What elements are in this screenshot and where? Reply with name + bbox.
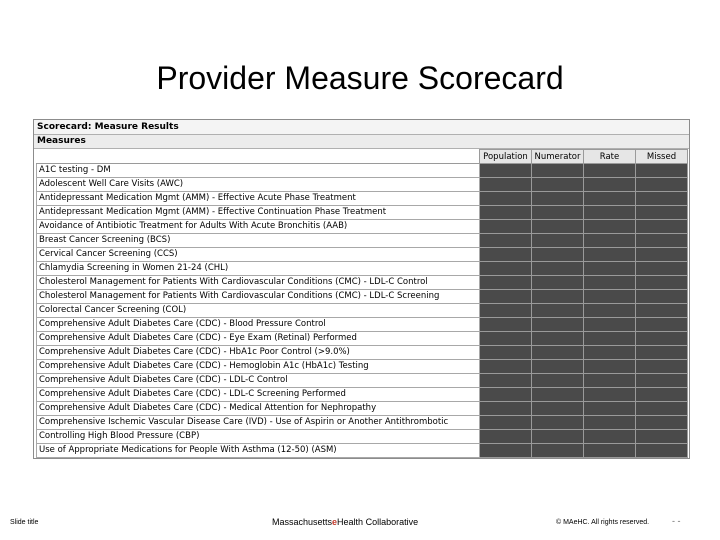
table-row[interactable] — [37, 290, 688, 304]
population-cell-redacted — [480, 164, 532, 178]
numerator-cell-redacted — [532, 416, 584, 430]
measure-name: Comprehensive Adult Diabetes Care (CDC) - Eye Exam (Retinal) Performed — [37, 332, 480, 346]
measures-subheader: Measures — [34, 135, 689, 149]
measure-name: A1C testing - DM — [37, 164, 480, 178]
numerator-cell-redacted — [532, 276, 584, 290]
measure-name: Comprehensive Adult Diabetes Care (CDC) - LDL-C Screening Performed — [37, 388, 480, 402]
footer-org-e-logo: e — [332, 517, 338, 527]
rate-cell-redacted — [584, 430, 636, 444]
column-header-missed[interactable]: Missed — [636, 150, 688, 164]
missed-cell-redacted — [636, 346, 688, 360]
population-cell-redacted — [480, 444, 532, 458]
table-row[interactable] — [37, 430, 688, 444]
measure-name: Cholesterol Management for Patients With Cardiovascular Conditions (CMC) - LDL-C Screening — [37, 290, 480, 304]
numerator-cell-redacted — [532, 248, 584, 262]
table-row[interactable] — [37, 164, 688, 178]
measure-name: Controlling High Blood Pressure (CBP) — [37, 430, 480, 444]
missed-cell-redacted — [636, 416, 688, 430]
scorecard-panel — [33, 119, 690, 459]
table-row[interactable] — [37, 192, 688, 206]
numerator-cell-redacted — [532, 262, 584, 276]
population-cell-redacted — [480, 374, 532, 388]
measures-table-body — [37, 164, 688, 458]
rate-cell-redacted — [584, 304, 636, 318]
population-cell-redacted — [480, 192, 532, 206]
population-cell-redacted — [480, 248, 532, 262]
population-cell-redacted — [480, 360, 532, 374]
population-cell-redacted — [480, 318, 532, 332]
table-row[interactable] — [37, 304, 688, 318]
measure-name: Breast Cancer Screening (BCS) — [37, 234, 480, 248]
rate-cell-redacted — [584, 332, 636, 346]
population-cell-redacted — [480, 178, 532, 192]
population-cell-redacted — [480, 332, 532, 346]
table-row[interactable] — [37, 402, 688, 416]
missed-cell-redacted — [636, 304, 688, 318]
measures-table — [36, 149, 688, 458]
table-row[interactable] — [37, 262, 688, 276]
missed-cell-redacted — [636, 206, 688, 220]
slide-title: Provider Measure Scorecard — [156, 60, 564, 96]
measure-name: Antidepressant Medication Mgmt (AMM) - Effective Continuation Phase Treatment — [37, 206, 480, 220]
table-row[interactable] — [37, 346, 688, 360]
table-row[interactable] — [37, 276, 688, 290]
rate-cell-redacted — [584, 262, 636, 276]
measure-name: Adolescent Well Care Visits (AWC) — [37, 178, 480, 192]
table-row[interactable] — [37, 318, 688, 332]
numerator-cell-redacted — [532, 206, 584, 220]
missed-cell-redacted — [636, 318, 688, 332]
table-row[interactable] — [37, 206, 688, 220]
numerator-cell-redacted — [532, 220, 584, 234]
footer-org-suffix: Health Collaborative — [337, 517, 419, 527]
table-row[interactable] — [37, 248, 688, 262]
rate-cell-redacted — [584, 192, 636, 206]
numerator-cell-redacted — [532, 346, 584, 360]
measure-name: Comprehensive Adult Diabetes Care (CDC) - Blood Pressure Control — [37, 318, 480, 332]
table-row[interactable] — [37, 220, 688, 234]
panel-header: Scorecard: Measure Results — [34, 120, 689, 135]
numerator-cell-redacted — [532, 388, 584, 402]
column-header-numerator[interactable]: Numerator — [532, 150, 584, 164]
rate-cell-redacted — [584, 318, 636, 332]
rate-cell-redacted — [584, 444, 636, 458]
population-cell-redacted — [480, 402, 532, 416]
table-row[interactable] — [37, 416, 688, 430]
numerator-cell-redacted — [532, 318, 584, 332]
numerator-cell-redacted — [532, 178, 584, 192]
footer-copyright: © MAeHC. All rights reserved. — [556, 519, 650, 526]
rate-cell-redacted — [584, 346, 636, 360]
numerator-cell-redacted — [532, 430, 584, 444]
population-cell-redacted — [480, 234, 532, 248]
population-cell-redacted — [480, 262, 532, 276]
measure-name-header — [37, 150, 480, 164]
page-number: - - — [672, 516, 681, 526]
missed-cell-redacted — [636, 290, 688, 304]
rate-cell-redacted — [584, 248, 636, 262]
rate-cell-redacted — [584, 178, 636, 192]
rate-cell-redacted — [584, 388, 636, 402]
population-cell-redacted — [480, 430, 532, 444]
measure-name: Avoidance of Antibiotic Treatment for Adults With Acute Bronchitis (AAB) — [37, 220, 480, 234]
missed-cell-redacted — [636, 262, 688, 276]
measure-name: Use of Appropriate Medications for People With Asthma (12-50) (ASM) — [37, 444, 480, 458]
column-header-population[interactable]: Population — [480, 150, 532, 164]
missed-cell-redacted — [636, 402, 688, 416]
population-cell-redacted — [480, 290, 532, 304]
missed-cell-redacted — [636, 164, 688, 178]
measure-name: Cholesterol Management for Patients With Cardiovascular Conditions (CMC) - LDL-C Control — [37, 276, 480, 290]
rate-cell-redacted — [584, 416, 636, 430]
table-row[interactable] — [37, 332, 688, 346]
table-header-row — [37, 150, 688, 164]
missed-cell-redacted — [636, 234, 688, 248]
missed-cell-redacted — [636, 388, 688, 402]
footer-slide-title: Slide title — [10, 519, 39, 526]
population-cell-redacted — [480, 276, 532, 290]
missed-cell-redacted — [636, 444, 688, 458]
population-cell-redacted — [480, 206, 532, 220]
rate-cell-redacted — [584, 374, 636, 388]
numerator-cell-redacted — [532, 444, 584, 458]
population-cell-redacted — [480, 388, 532, 402]
measure-name: Antidepressant Medication Mgmt (AMM) - Effective Acute Phase Treatment — [37, 192, 480, 206]
numerator-cell-redacted — [532, 360, 584, 374]
numerator-cell-redacted — [532, 234, 584, 248]
measure-name: Chlamydia Screening in Women 21-24 (CHL) — [37, 262, 480, 276]
numerator-cell-redacted — [532, 402, 584, 416]
measure-name: Cervical Cancer Screening (CCS) — [37, 248, 480, 262]
population-cell-redacted — [480, 346, 532, 360]
measure-name: Comprehensive Ischemic Vascular Disease Care (IVD) - Use of Aspirin or Another Antithrombotic — [37, 416, 480, 430]
numerator-cell-redacted — [532, 374, 584, 388]
missed-cell-redacted — [636, 374, 688, 388]
numerator-cell-redacted — [532, 192, 584, 206]
missed-cell-redacted — [636, 220, 688, 234]
rate-cell-redacted — [584, 234, 636, 248]
numerator-cell-redacted — [532, 332, 584, 346]
footer-org-prefix: Massachusetts — [272, 517, 333, 527]
missed-cell-redacted — [636, 360, 688, 374]
missed-cell-redacted — [636, 430, 688, 444]
missed-cell-redacted — [636, 192, 688, 206]
measure-name: Comprehensive Adult Diabetes Care (CDC) - LDL-C Control — [37, 374, 480, 388]
measure-name: Comprehensive Adult Diabetes Care (CDC) - HbA1c Poor Control (>9.0%) — [37, 346, 480, 360]
missed-cell-redacted — [636, 276, 688, 290]
rate-cell-redacted — [584, 276, 636, 290]
footer-organization — [272, 517, 418, 527]
table-row[interactable] — [37, 178, 688, 192]
measure-name: Comprehensive Adult Diabetes Care (CDC) - Medical Attention for Nephropathy — [37, 402, 480, 416]
table-row[interactable] — [37, 388, 688, 402]
measure-name: Colorectal Cancer Screening (COL) — [37, 304, 480, 318]
numerator-cell-redacted — [532, 164, 584, 178]
rate-cell-redacted — [584, 164, 636, 178]
numerator-cell-redacted — [532, 304, 584, 318]
rate-cell-redacted — [584, 206, 636, 220]
table-row[interactable] — [37, 374, 688, 388]
table-row[interactable] — [37, 234, 688, 248]
rate-cell-redacted — [584, 220, 636, 234]
rate-cell-redacted — [584, 360, 636, 374]
population-cell-redacted — [480, 220, 532, 234]
missed-cell-redacted — [636, 332, 688, 346]
column-header-rate[interactable]: Rate — [584, 150, 636, 164]
population-cell-redacted — [480, 416, 532, 430]
table-row[interactable] — [37, 360, 688, 374]
numerator-cell-redacted — [532, 290, 584, 304]
measure-name: Comprehensive Adult Diabetes Care (CDC) - Hemoglobin A1c (HbA1c) Testing — [37, 360, 480, 374]
missed-cell-redacted — [636, 178, 688, 192]
table-row[interactable] — [37, 444, 688, 458]
population-cell-redacted — [480, 304, 532, 318]
missed-cell-redacted — [636, 248, 688, 262]
rate-cell-redacted — [584, 402, 636, 416]
rate-cell-redacted — [584, 290, 636, 304]
